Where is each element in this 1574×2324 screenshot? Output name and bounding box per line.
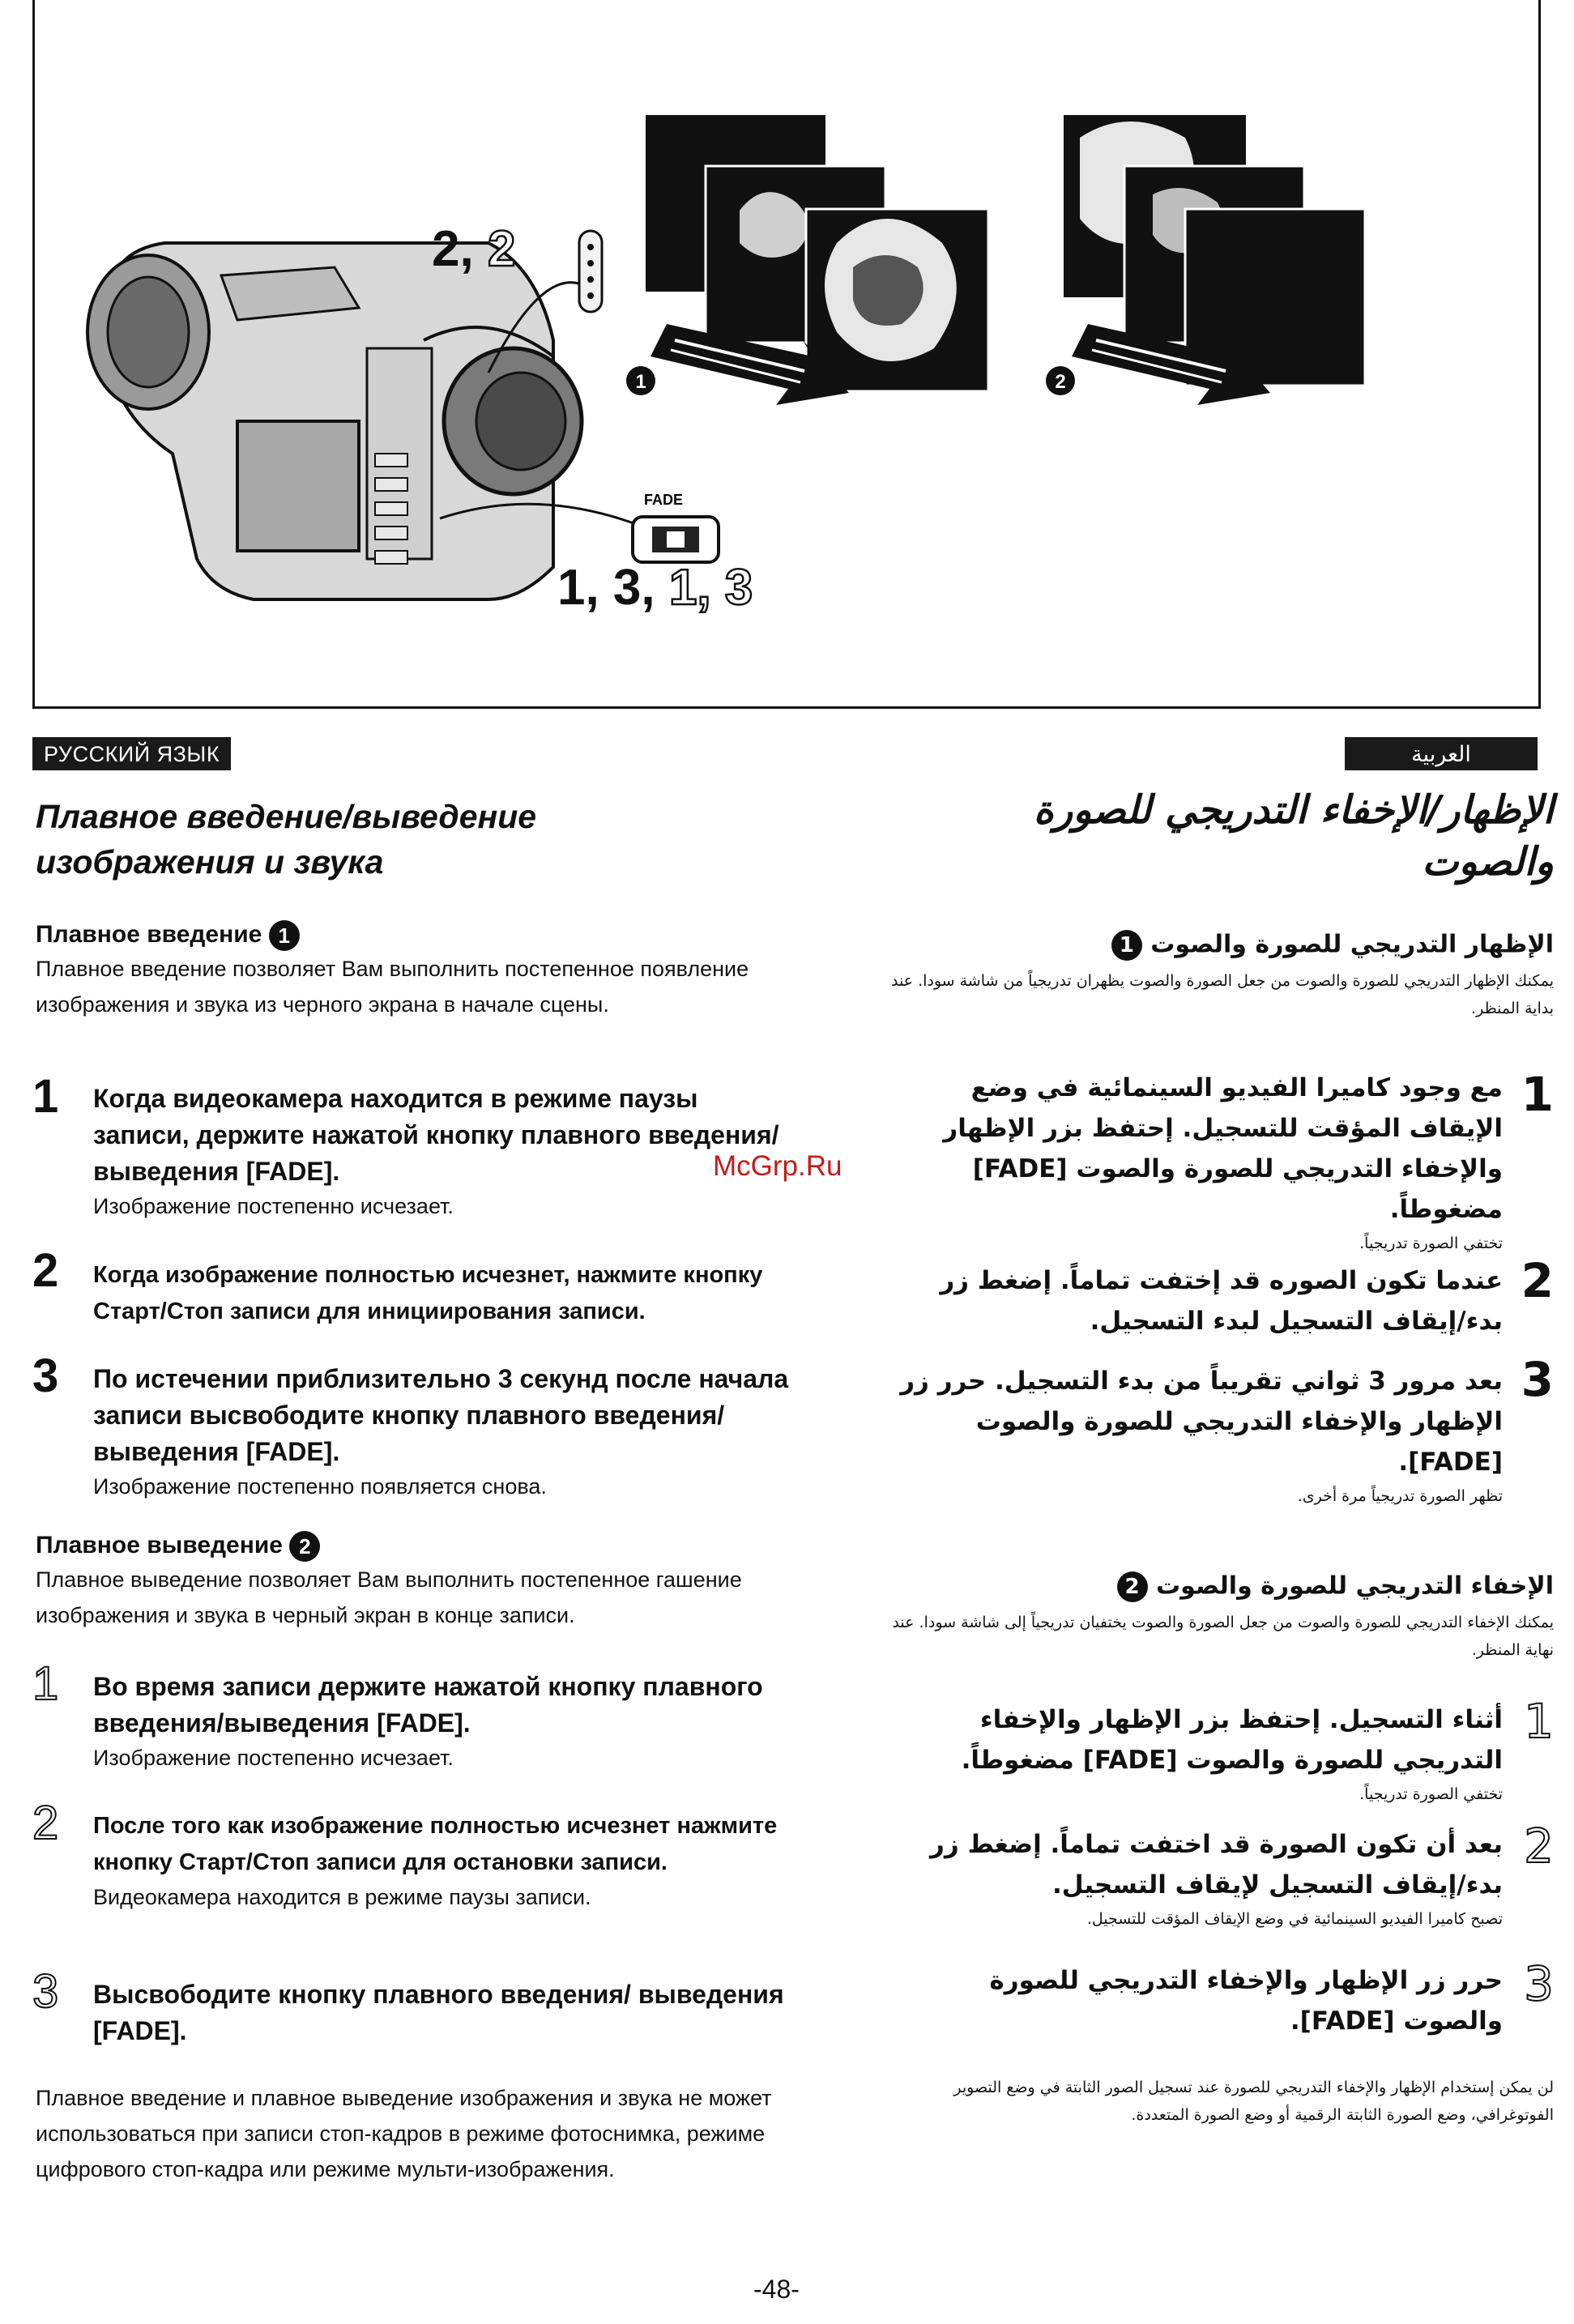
russian-footnote: Плавное введение и плавное выведение изображения и звука не может использоваться при записи стоп-кадров в режиме фотоснимка, режиме цифрового стоп-кадра или режиме мульти-изображения. [36, 2086, 772, 2181]
arabic-fadeout-section [891, 1571, 1554, 1664]
ru-fadeout-step-3-number: 3 [32, 1965, 59, 2018]
ru-fadeout-step-2-number: 2 [32, 1797, 59, 1849]
russian-language-tag: РУССКИЙ ЯЗЫК [32, 737, 231, 770]
illustration-frame [32, 0, 1541, 709]
russian-fadein-heading: Плавное введение 1 [36, 920, 813, 951]
arabic-fadeout-heading: الإخفاء التدريجي للصورة والصوت 2 [891, 1571, 1554, 1602]
arabic-fadein-intro: يمكنك الإظهار التدريجي للصورة والصوت من جعل الصورة والصوت يظهران تدريجياً من شاشة سودا. عند بداية المنظر. [890, 972, 1554, 1017]
ru-fadein-step-3: По истечении приблизительно 3 секунд после начала записи высвободите кнопку плавного введения/выведения [FADE]. Изображение постепенно появляется снова. [93, 1364, 789, 1499]
ar-fadeout-step-1: أثناء التسجيل. إحتفظ بزر الإظهار والإخفاء التدريجي للصورة والصوت [FADE] مضغوطاً. تختفي الصورة تدريجياً. [961, 1705, 1503, 1803]
russian-fadeout-intro: Плавное выведение позволяет Вам выполнить постепенное гашение изображения и звука в черный экран в конце записи. [36, 1567, 742, 1627]
ar-fadeout-step-1-number: 1 [1524, 1694, 1554, 1749]
figure-label-top: 2, 2 [432, 221, 516, 277]
ru-fadeout-step-3: Высвободите кнопку плавного введения/ выведения [FADE]. [93, 1980, 784, 2045]
figure-label-bottom: 1, 3, 1, 3 [557, 560, 753, 616]
ru-fadein-step-1-number: 1 [32, 1070, 59, 1123]
ar-fadein-step-1-number: 1 [1521, 1067, 1554, 1122]
page-number: -48- [753, 2275, 800, 2304]
ar-fadein-step-2: عندما تكون الصوره قد إختفت تماماً. إضغط زر بدء/إيقاف التسجيل لبدء التسجيل. [940, 1266, 1503, 1336]
ar-fadein-step-1: مع وجود كاميرا الفيديو السينمائية في وضع الإيقاف المؤقت للتسجيل. إحتفظ بزر الإظهار والإخفاء التدريجي للصورة والصوت [FADE] مضغوطاً. تختفي الصورة تدريجياً. [943, 1073, 1503, 1252]
ru-fadeout-step-1: Во время записи держите нажатой кнопку плавного введения/выведения [FADE]. Изображение постепенно исчезает. [93, 1672, 763, 1770]
ru-fadein-step-1: Когда видеокамера находится в режиме паузы записи, держите нажатой кнопку плавного введения/выведения [FADE]. Изображение постепенно исчезает. [93, 1084, 779, 1218]
ar-fadeout-step-2-number: 2 [1524, 1819, 1554, 1874]
russian-fadeout-section [36, 1531, 813, 1633]
russian-title: Плавное введение/выведение изображения и звука [36, 798, 537, 881]
watermark: McGrp.Ru [713, 1150, 842, 1182]
ar-fadein-step-3-number: 3 [1521, 1352, 1554, 1407]
ar-fadeout-step-3: حرر زر الإظهار والإخفاء التدريجي للصورة والصوت [FADE]. [989, 1966, 1503, 2036]
russian-fadein-intro: Плавное введение позволяет Вам выполнить постепенное появление изображения и звука из черного экрана в начале сцены. [36, 957, 749, 1017]
camcorder-drawing [87, 231, 719, 599]
fade-switch-label: FADE [644, 492, 684, 508]
ru-fadein-step-2: Когда изображение полностью исчезнет, нажмите кнопку Старт/Стоп записи для инициирования записи. [93, 1262, 763, 1324]
arabic-title: الإظهار/الإخفاء التدريجي للصورة والصوت [1033, 787, 1554, 885]
russian-fadein-section [36, 920, 813, 1022]
ar-fadeout-step-2: بعد أن تكون الصورة قد اختفت تماماً. إضغط زر بدء/إيقاف التسجيل لإيقاف التسجيل. تصبح كاميرا الفيديو السينمائية في وضع الإيقاف المؤقت للتسجيل. [929, 1830, 1503, 1928]
svg-text:1: 1 [635, 371, 646, 393]
arabic-fadein-section [891, 930, 1554, 1022]
ru-fadeout-step-2: После того как изображение полностью исчезнет нажмите кнопку Старт/Стоп записи для остановки записи. Видеокамера находится в режиме паузы записи. [93, 1813, 778, 1909]
russian-fadeout-heading: Плавное выведение 2 [36, 1531, 813, 1562]
arabic-fadeout-intro: يمكنك الإخفاء التدريجي للصورة والصوت من جعل الصورة والصوت يختفيان تدريجياً إلى شاشة سودا. عند نهاية المنظر. [892, 1614, 1554, 1659]
ar-fadein-step-3: بعد مرور 3 ثواني تقريباً من بدء التسجيل. حرر زر الإظهار والإخفاء التدريجي للصورة والصوت [FADE]. تظهر الصورة تدريجياً مرة أخرى. [900, 1367, 1503, 1505]
ru-fadein-step-2-number: 2 [32, 1244, 59, 1297]
arabic-footnote: لن يمكن إستخدام الإظهار والإخفاء التدريجي للصورة عند تسجيل الصور الثابتة في وضع التصوير الفوتوغرافي، وضع الصورة الثابتة الرقمية أو وضع الصورة المتعددة. [953, 2079, 1554, 2124]
camcorder-illustration [35, 0, 1538, 706]
svg-text:2: 2 [1055, 371, 1066, 393]
arabic-fadein-heading: الإظهار التدريجي للصورة والصوت 1 [891, 930, 1554, 961]
ru-fadein-step-3-number: 3 [32, 1350, 59, 1402]
arabic-language-tag: العربية [1345, 737, 1538, 770]
ru-fadeout-step-1-number: 1 [32, 1657, 59, 1710]
ar-fadein-step-2-number: 2 [1521, 1253, 1554, 1308]
ar-fadeout-step-3-number: 3 [1524, 1956, 1554, 2011]
